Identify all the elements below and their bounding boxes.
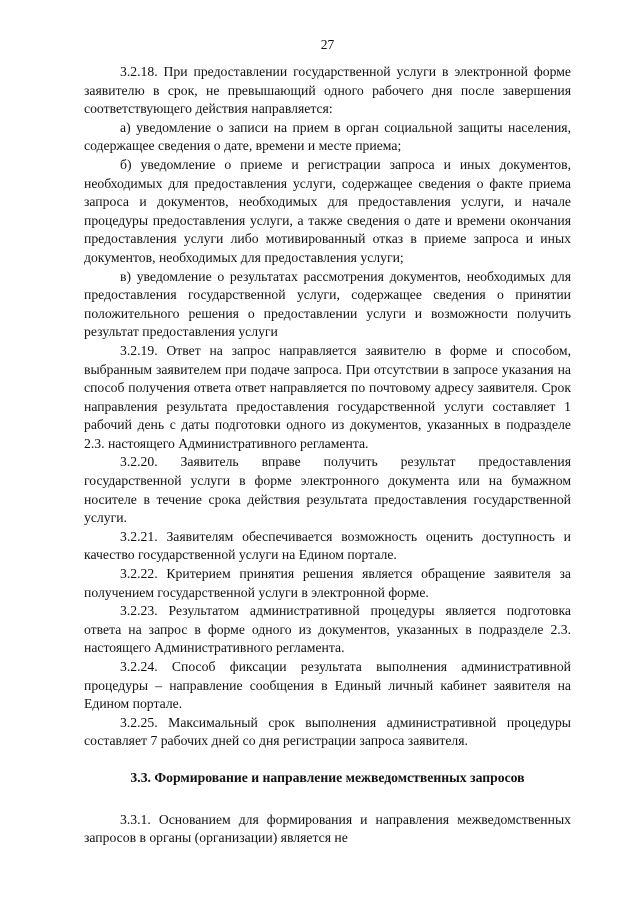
paragraph-3-2-18: 3.2.18. При предоставлении государственной услуги в электронной форме заявителю в срок, не превышающий одного рабочего дня после завершения соответствующего действия направляется:: [84, 64, 571, 117]
paragraph-3-2-21: 3.2.21. Заявителям обеспечивается возможность оценить доступность и качество государственной услуги на Едином портале.: [84, 528, 571, 563]
paragraph-3-2-25: 3.2.25. Максимальный срок выполнения административной процедуры составляет 7 рабочих дней со дня регистрации запроса заявителя.: [84, 714, 571, 749]
page-number: 27: [320, 37, 335, 52]
paragraph-3-2-24: 3.2.24. Способ фиксации результата выполнения административной процедуры – направление сообщения в Единый личный кабинет заявителя на Едином портале.: [84, 659, 571, 712]
paragraph-item-v: в) уведомление о результатах рассмотрения документов, необходимых для предоставления государственной услуги, содержащее сведения о принятии положительного решения о предоставлении услуги и возможности получить результат предоставления услуги: [84, 268, 571, 340]
paragraph-3-2-19: 3.2.19. Ответ на запрос направляется заявителю в форме и способом, выбранным заявителем при подаче запроса. При отсутствии в запросе указания на способ получения ответа ответ направляется по почтовому адресу заявителя. Срок направления результата предоставления государственной услуги составляет 1 рабочий день с даты подготовки одного из документов, указанных в подразделе 2.3. настоящего Административного регламента.: [84, 342, 571, 451]
paragraph-3-3-1: 3.3.1. Основанием для формирования и направления межведомственных запросов в органы (организации) является не: [84, 811, 571, 846]
document-page: [84, 36, 571, 848]
paragraph-item-b: б) уведомление о приеме и регистрации запроса и иных документов, необходимых для предоставления услуги, содержащее сведения о факте приема запроса и документов, необходимых для предоставления услуги, и начале процедуры предоставления услуги, а также сведения о дате и времени окончания предоставления услуги либо мотивированный отказ в приеме запроса и иных документов, необходимых для предоставления услуги;: [84, 156, 571, 265]
paragraph-3-2-20: 3.2.20. Заявитель вправе получить результат предоставления государственной услуги в форме электронного документа или на бумажном носителе в течение срока действия результата предоставления государственной услуги.: [84, 454, 571, 526]
paragraph-3-2-22: 3.2.22. Критерием принятия решения является обращение заявителя за получением государственной услуги в электронной форме.: [84, 566, 571, 600]
paragraph-3-2-23: 3.2.23. Результатом административной процедуры является подготовка ответа на запрос в форме одного из документов, указанных в подразделе 2.3. настоящего Административного регламента.: [84, 603, 571, 656]
section-heading: 3.3. Формирование и направление межведомственных запросов: [130, 769, 525, 785]
paragraph-item-a: а) уведомление о записи на прием в орган социальной защиты населения, содержащее сведения о дате, времени и месте приема;: [84, 119, 571, 154]
